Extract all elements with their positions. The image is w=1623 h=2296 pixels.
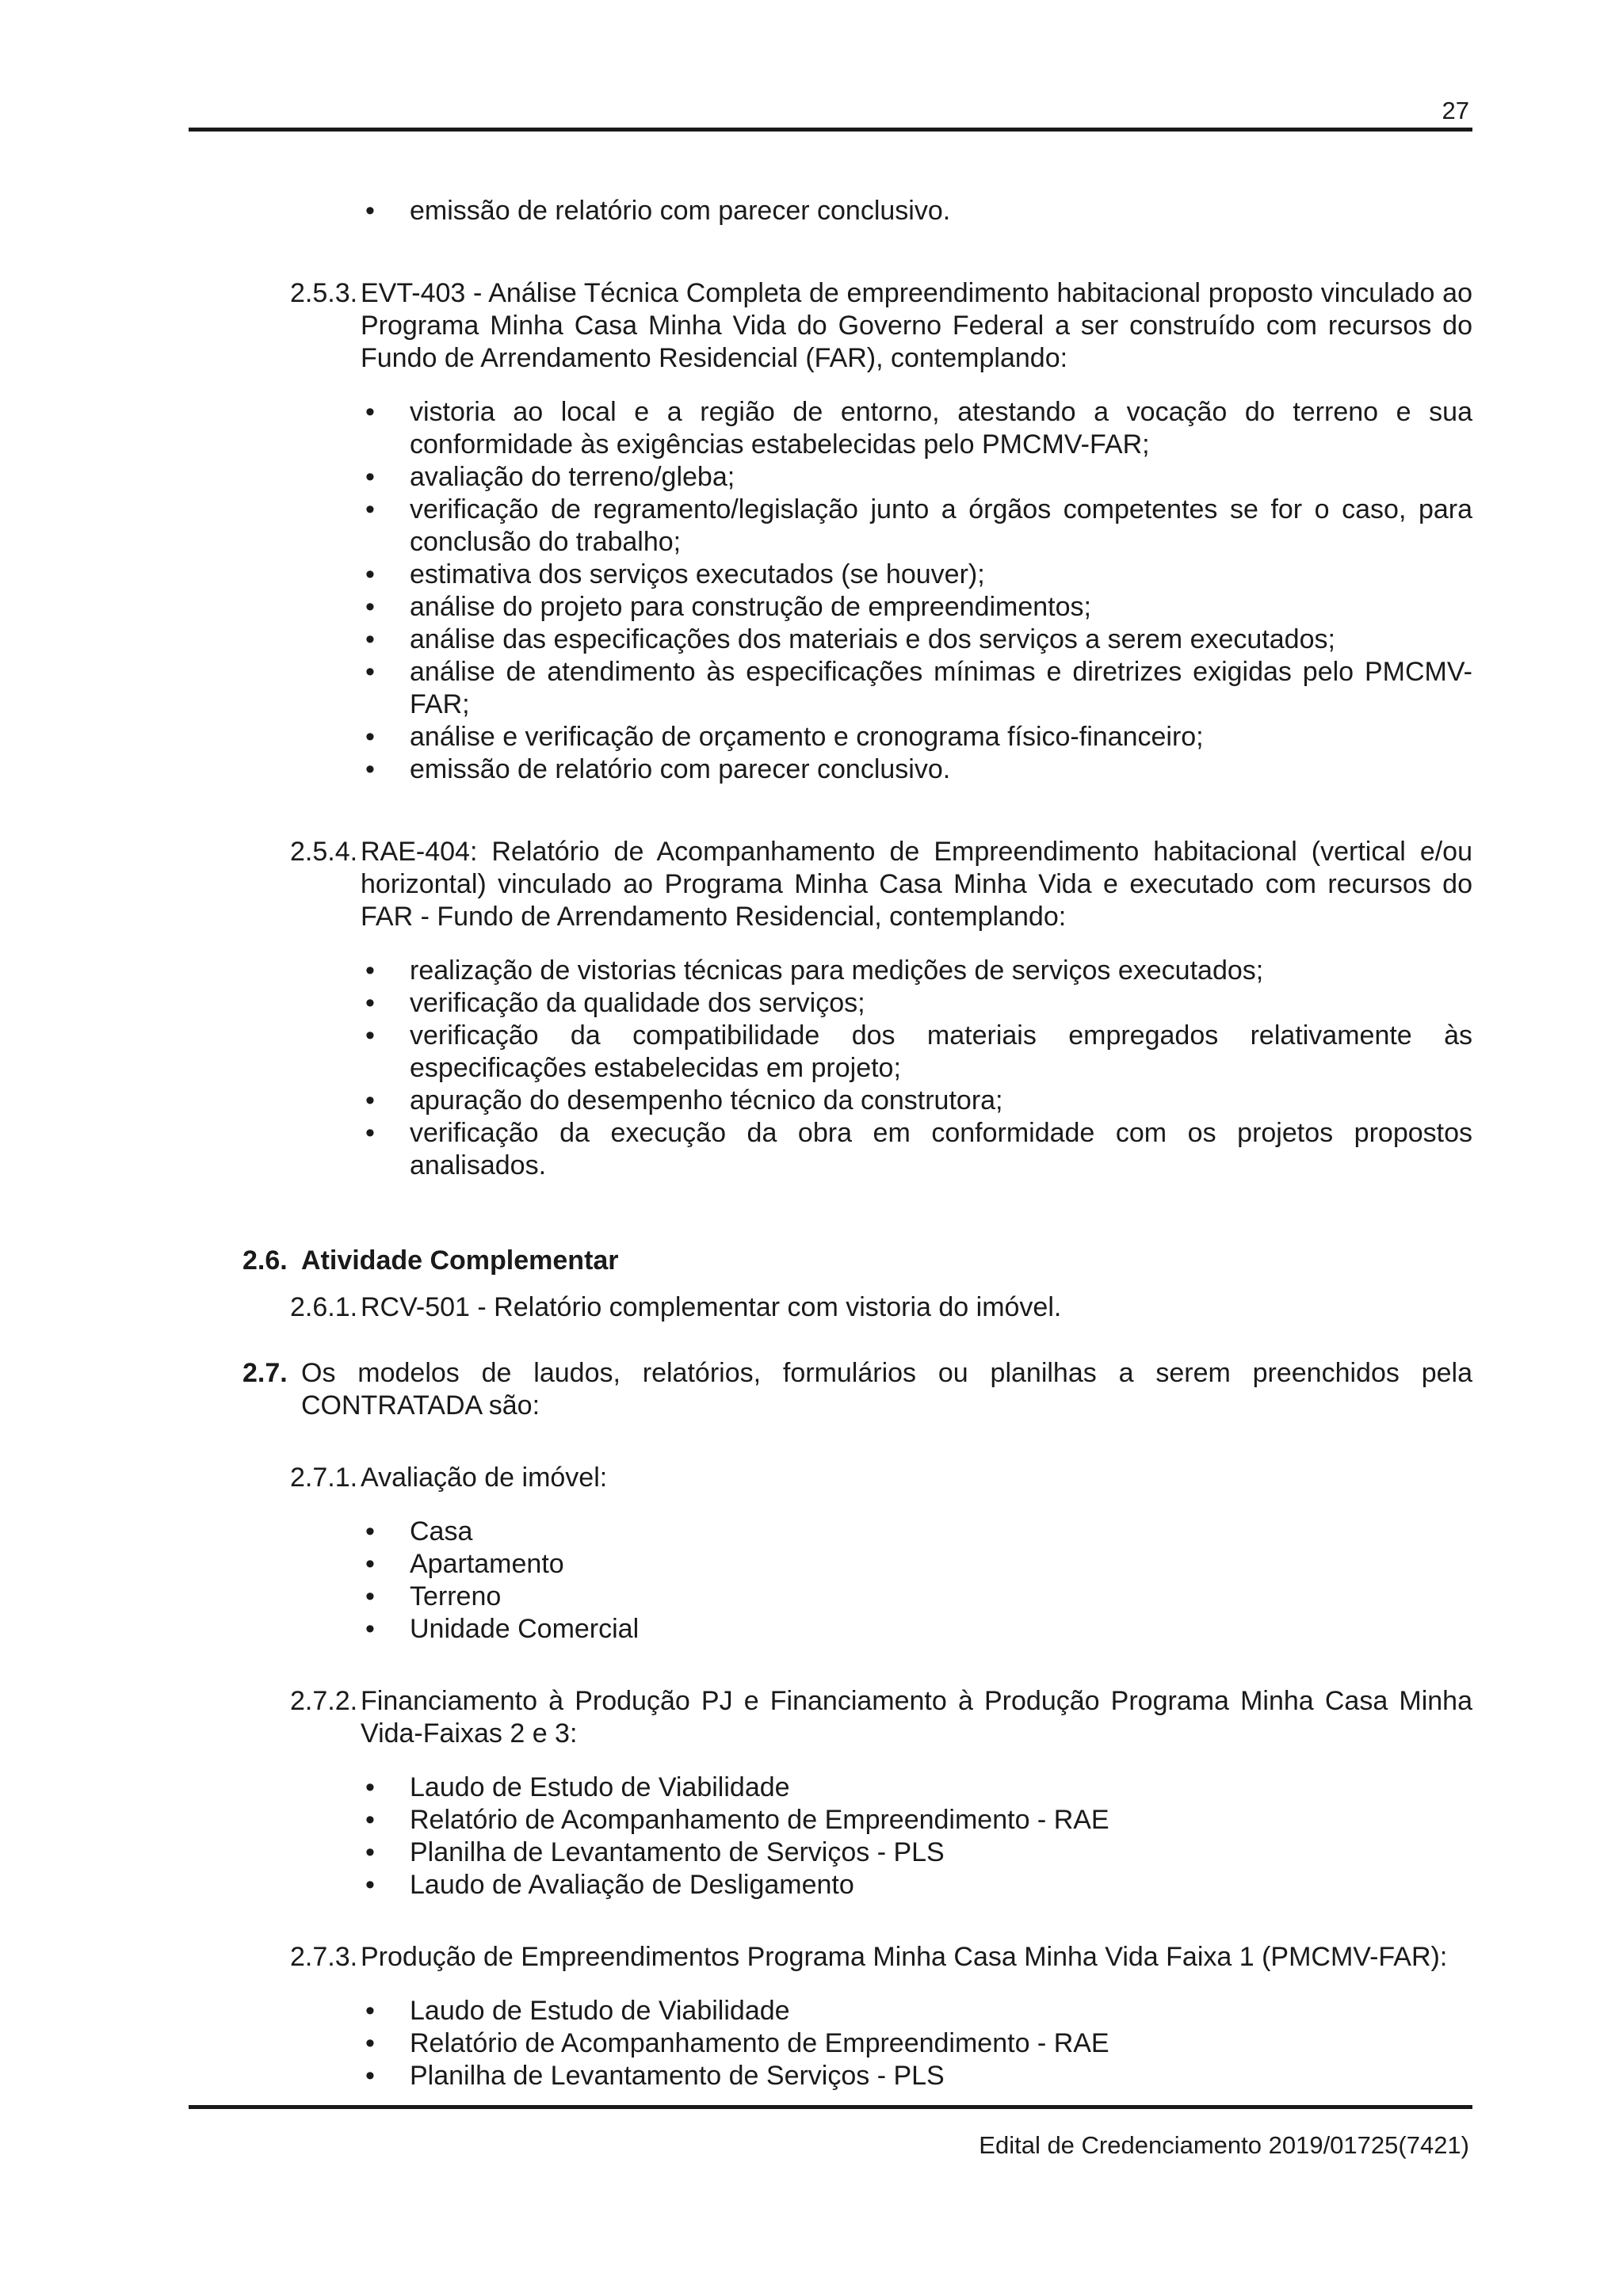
section-text: RAE-404: Relatório de Acompanhamento de Empreendimento habitacional (vertical e/ou horizontal) vinculado ao Programa Minha Casa Minha Vida e executado com recursos do FAR - Fundo de Arrendamento Residencial, contemplando:: [361, 837, 1472, 932]
section-2-7-3-bullets: [189, 1995, 1472, 2092]
section-2-5-4-bullets: [189, 955, 1472, 1182]
section-text: Os modelos de laudos, relatórios, formulários ou planilhas a serem preenchidos pela CONTRATADA são:: [301, 1358, 1472, 1421]
list-item: • apuração do desempenho técnico da construtora;: [189, 1085, 1472, 1117]
list-item: • Terreno: [189, 1581, 1472, 1613]
list-item: • Unidade Comercial: [189, 1613, 1472, 1646]
section-2-7-1-bullets: [189, 1516, 1472, 1646]
section-text: Avaliação de imóvel:: [361, 1463, 608, 1493]
list-item: • Planilha de Levantamento de Serviços - PLS: [189, 2060, 1472, 2092]
section-number: 2.6.: [242, 1245, 288, 1276]
section-2-6-1: [189, 1291, 1472, 1324]
section-2-5-3-bullets: [189, 396, 1472, 786]
list-item: • Laudo de Estudo de Viabilidade: [189, 1772, 1472, 1804]
section-text: Financiamento à Produção PJ e Financiamento à Produção Programa Minha Casa Minha Vida-Faixas 2 e 3:: [361, 1686, 1472, 1749]
list-item: • avaliação do terreno/gleba;: [189, 461, 1472, 494]
list-item: • verificação da qualidade dos serviços;: [189, 987, 1472, 1020]
section-text: EVT-403 - Análise Técnica Completa de empreendimento habitacional proposto vinculado ao Programa Minha Casa Minha Vida do Governo Federal a ser construído com recursos do Fundo de Arrendamento Residencial (FAR), contemplando:: [361, 278, 1472, 373]
section-number: 2.5.3.: [290, 278, 358, 308]
list-item: • vistoria ao local e a região de entorno, atestando a vocação do terreno e sua conformidade às exigências estabelecidas pelo PMCMV-FAR;: [189, 396, 1472, 461]
section-number: 2.7.3.: [290, 1942, 358, 1972]
list-item: • Laudo de Estudo de Viabilidade: [189, 1995, 1472, 2027]
intro-bullet-list: [189, 195, 1472, 227]
section-number: 2.7.2.: [290, 1686, 358, 1716]
page-number: 27: [1442, 97, 1469, 124]
document-body: [189, 195, 1472, 2092]
list-item: • Relatório de Acompanhamento de Empreendimento - RAE: [189, 1804, 1472, 1836]
list-item: • análise e verificação de orçamento e cronograma físico-financeiro;: [189, 721, 1472, 753]
section-2-7: [189, 1357, 1472, 1422]
header-rule: [189, 128, 1472, 132]
list-item: • Apartamento: [189, 1548, 1472, 1581]
list-item: • análise do projeto para construção de empreendimentos;: [189, 591, 1472, 624]
section-title: Atividade Complementar: [301, 1245, 619, 1276]
section-2-7-3: [189, 1941, 1472, 1974]
list-item: • verificação de regramento/legislação junto a órgãos competentes se for o caso, para conclusão do trabalho;: [189, 494, 1472, 559]
list-item: • análise de atendimento às especificações mínimas e diretrizes exigidas pelo PMCMV-FAR;: [189, 656, 1472, 721]
section-2-5-4: [189, 836, 1472, 933]
section-text: RCV-501 - Relatório complementar com vistoria do imóvel.: [361, 1292, 1062, 1322]
list-item: • verificação da execução da obra em conformidade com os projetos propostos analisados.: [189, 1117, 1472, 1182]
list-item: • análise das especificações dos materiais e dos serviços a serem executados;: [189, 624, 1472, 656]
section-2-7-2: [189, 1685, 1472, 1750]
footer-rule: [189, 2105, 1472, 2109]
list-item: • realização de vistorias técnicas para medições de serviços executados;: [189, 955, 1472, 987]
list-item: • verificação da compatibilidade dos materiais empregados relativamente às especificações estabelecidas em projeto;: [189, 1020, 1472, 1085]
list-item: • emissão de relatório com parecer conclusivo.: [189, 195, 1472, 227]
section-2-5-3: [189, 277, 1472, 375]
list-item: • Casa: [189, 1516, 1472, 1548]
list-item: • Planilha de Levantamento de Serviços - PLS: [189, 1836, 1472, 1869]
section-number: 2.7.1.: [290, 1463, 358, 1493]
section-text: Produção de Empreendimentos Programa Minha Casa Minha Vida Faixa 1 (PMCMV-FAR):: [361, 1942, 1448, 1972]
list-item: • Laudo de Avaliação de Desligamento: [189, 1869, 1472, 1901]
section-number: 2.6.1.: [290, 1292, 358, 1322]
section-2-6-heading: [189, 1245, 1472, 1277]
list-item: • estimativa dos serviços executados (se houver);: [189, 559, 1472, 591]
section-number: 2.7.: [242, 1358, 288, 1388]
section-2-7-1: [189, 1462, 1472, 1494]
section-number: 2.5.4.: [290, 837, 358, 867]
footer-text: Edital de Credenciamento 2019/01725(7421): [979, 2131, 1469, 2159]
section-2-7-2-bullets: [189, 1772, 1472, 1901]
list-item: • Relatório de Acompanhamento de Empreendimento - RAE: [189, 2027, 1472, 2060]
list-item: • emissão de relatório com parecer conclusivo.: [189, 753, 1472, 786]
